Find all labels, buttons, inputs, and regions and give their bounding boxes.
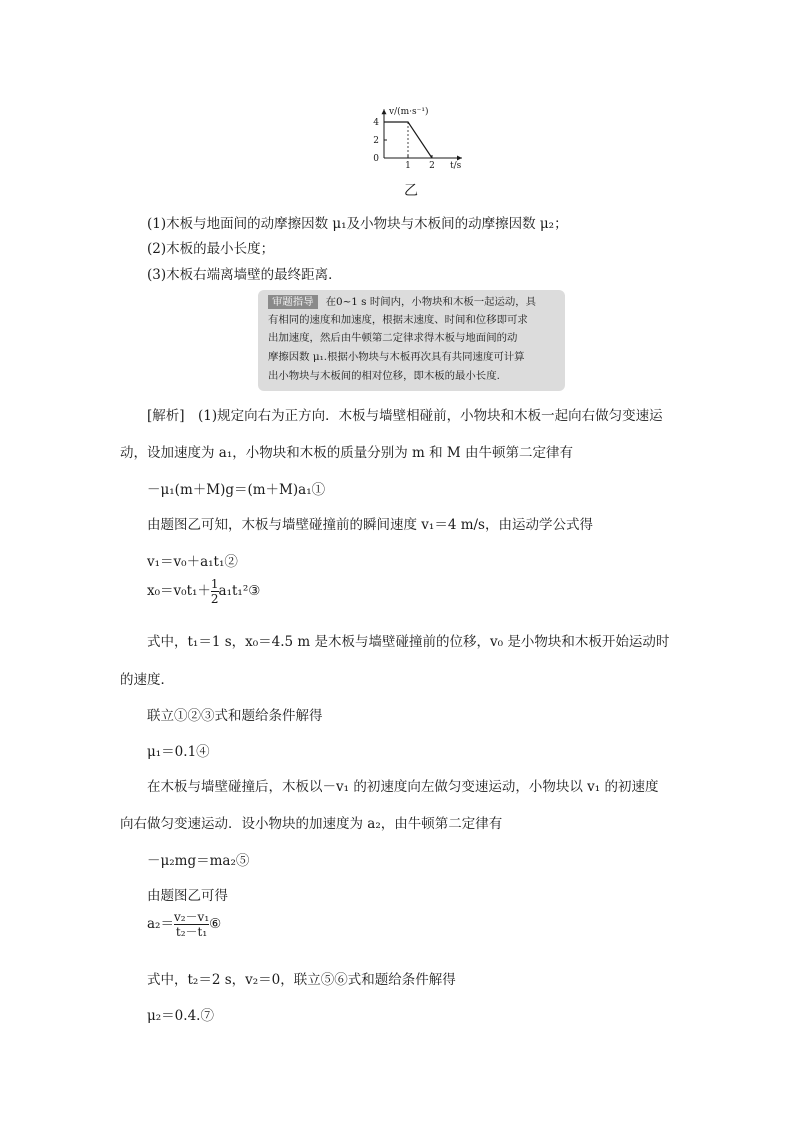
chart-caption: 乙 [404, 183, 418, 199]
hint-box [258, 290, 565, 391]
question-1: (1)木板与地面间的动摩擦因数 μ₁及小物块与木板间的动摩擦因数 μ₂； [147, 216, 568, 232]
solution-para-4: 联立①②③式和题给条件解得 [147, 708, 323, 724]
equation-3: x₀＝v₀t₁＋ $\frac{1}{2}$ a₁t₁²③ [147, 577, 261, 606]
hint-line-1: 审题指导 在0~1 s 时间内，小物块和木板一起运动，具 [268, 293, 536, 309]
solution-para-7: 式中，t₂＝2 s，v₂＝0，联立⑤⑥式和题给条件解得 [147, 972, 456, 988]
y-tick-label: 4 [373, 118, 379, 128]
x-axis-label: t/s [450, 161, 462, 171]
solution-para-1b: 动，设加速度为 a₁，小物块和木板的质量分别为 m 和 M 由牛顿第二定律有 [120, 445, 574, 461]
x-axis-arrow [457, 156, 462, 161]
solution-para-3b: 的速度． [120, 672, 174, 688]
hint-line-5: 出小物块与木板间的相对位移，即木板的最小长度. [268, 370, 500, 382]
y-axis-arrow [382, 109, 387, 114]
solution-para-2: 由题图乙可知，木板与墙壁碰撞前的瞬间速度 v₁＝4 m/s，由运动学公式得 [147, 517, 593, 533]
solution-para-1a: [解析] (1)规定向右为正方向．木板与墙壁相碰前，小物块和木板一起向右做匀变速运 [147, 408, 663, 424]
hint-line-4: 摩擦因数 μ₁.根据小物块与木板再次具有共同速度可计算 [268, 351, 525, 363]
equation-2: v₁＝v₀＋a₁t₁② [147, 554, 238, 570]
fraction-acceleration: $\frac{\text{v₂－v₁}}{\text{t₂－t₁}}$ [173, 910, 210, 939]
hint-line-3: 出加速度，然后由牛顿第二定律求得木板与地面间的动 [268, 332, 518, 344]
solution-para-5b: 向右做匀变速运动．设小物块的加速度为 a₂，由牛顿第二定律有 [120, 816, 503, 832]
equation-5: －μ₂mg＝ma₂⑤ [147, 853, 250, 869]
equation-4: μ₁＝0.1④ [147, 744, 210, 760]
solution-para-5a: 在木板与墙壁碰撞后，木板以－v₁ 的初速度向左做匀变速运动，小物块以 v₁ 的初速度 [147, 779, 659, 795]
solution-para-6: 由题图乙可得 [147, 888, 228, 904]
y-axis-label: v/(m·s⁻¹) [389, 107, 429, 118]
x-tick-label: 1 [405, 161, 411, 171]
equation-1: －μ₁(m＋M)g＝(m＋M)a₁① [147, 482, 326, 498]
solution-para-3a: 式中，t₁＝1 s，x₀＝4.5 m 是木板与墙壁碰撞前的位移，v₀ 是小物块和木板开始运动时 [147, 634, 670, 650]
fraction-one-half: $\frac{1}{2}$ [210, 577, 219, 606]
velocity-time-chart [360, 92, 470, 172]
x-tick-label: 2 [429, 161, 435, 171]
hint-tag: 审题指导 [268, 295, 318, 309]
hint-line-2: 有相同的速度和加速度，根据末速度、时间和位移即可求 [268, 314, 528, 326]
equation-7: μ₂＝0.4.⑦ [147, 1008, 214, 1024]
question-3: (3)木板右端离墙壁的最终距离． [147, 267, 342, 283]
equation-6: a₂＝ $\frac{\text{v₂－v₁}}{\text{t₂－t₁}}$ ⑥ [147, 910, 222, 939]
y-tick-label: 2 [373, 136, 379, 146]
origin-label: 0 [373, 154, 379, 164]
question-2: (2)木板的最小长度； [147, 241, 275, 257]
